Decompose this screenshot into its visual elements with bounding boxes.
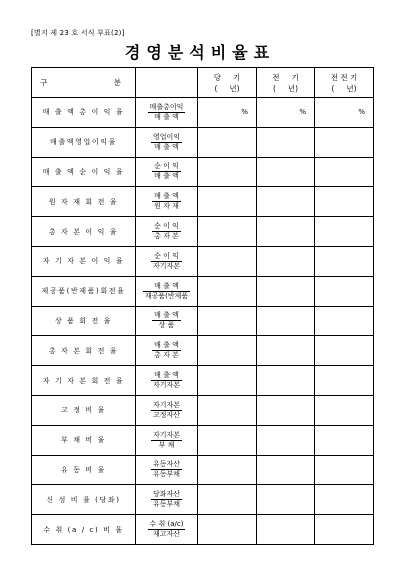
value-two-periods-ago xyxy=(315,485,374,515)
ratio-formula xyxy=(136,485,198,515)
value-current-period xyxy=(198,455,257,485)
formula-denominator: 총 자 본 xyxy=(154,232,179,241)
value-prior-period xyxy=(257,187,315,217)
value-current-period xyxy=(198,366,257,396)
formula-numerator: 매 출 액 xyxy=(154,341,179,350)
page-title: 경영분석비율표 xyxy=(124,43,276,62)
formula-fraction xyxy=(152,192,181,211)
ratio-name: 고 정 비 율 xyxy=(32,395,136,425)
ratio-name: 자 기 자 본 회 전 율 xyxy=(32,366,136,396)
formula-denominator: 매 출 액 xyxy=(154,172,179,181)
ratio-name: 유 동 비 율 xyxy=(32,455,136,485)
formula-fraction xyxy=(152,222,181,241)
ratio-name: 매 출 액 순 이 익 율 xyxy=(32,157,136,187)
value-current-period: % xyxy=(198,98,257,128)
formula-fraction xyxy=(151,252,182,271)
formula-numerator: 유동자산 xyxy=(152,460,181,469)
value-current-period xyxy=(198,246,257,276)
formula-numerator: 순 이 익 xyxy=(151,252,182,262)
value-two-periods-ago xyxy=(315,127,374,157)
value-current-period xyxy=(198,395,257,425)
value-two-periods-ago xyxy=(315,395,374,425)
ratio-name: 자 기 자 본 이 익 율 xyxy=(32,246,136,276)
financial-ratio-table xyxy=(31,67,374,545)
ratio-name: 상 품 회 전 율 xyxy=(32,306,136,336)
ratio-name: 부 채 비 율 xyxy=(32,425,136,455)
value-prior-period xyxy=(257,157,315,187)
table-row xyxy=(32,217,374,247)
formula-denominator: 유동부채 xyxy=(152,500,181,509)
formula-denominator: 고정자산 xyxy=(152,410,181,419)
header-item-cell xyxy=(32,68,136,98)
value-current-period xyxy=(198,157,257,187)
table-row xyxy=(32,187,374,217)
formula-numerator: 매 출 액 xyxy=(143,282,190,292)
ratio-name: 총 자 본 회 전 율 xyxy=(32,336,136,366)
header-period-year: ( 년) xyxy=(214,83,240,93)
value-prior-period xyxy=(257,366,315,396)
formula-numerator: 매출총이익 xyxy=(149,102,184,111)
value-two-periods-ago xyxy=(315,306,374,336)
formula-fraction xyxy=(151,490,182,509)
table-row xyxy=(32,366,374,396)
table-row xyxy=(32,425,374,455)
header-period-label: 전 전 기 xyxy=(330,72,358,82)
header-row xyxy=(32,68,374,98)
value-two-periods-ago: % xyxy=(315,98,374,128)
formula-denominator: 매 출 액 xyxy=(154,142,179,151)
value-prior-period xyxy=(257,246,315,276)
value-prior-period xyxy=(257,217,315,247)
ratio-formula xyxy=(136,98,198,128)
ratio-formula xyxy=(136,425,198,455)
value-current-period xyxy=(198,276,257,306)
table-row xyxy=(32,395,374,425)
ratio-name: 수 취 (a / c) 비 율 xyxy=(32,515,136,545)
ratio-formula xyxy=(136,276,198,306)
table-row xyxy=(32,127,374,157)
ratio-formula xyxy=(136,187,198,217)
header-two-periods-ago xyxy=(315,68,374,98)
formula-denominator: 재고자산 xyxy=(152,530,181,539)
formula-fraction xyxy=(152,162,181,181)
formula-fraction xyxy=(151,401,182,420)
formula-numerator: 순 이 익 xyxy=(154,162,179,171)
ratio-formula xyxy=(136,157,198,187)
header-prior-period xyxy=(257,68,315,98)
ratio-formula xyxy=(136,306,198,336)
ratio-formula xyxy=(136,515,198,545)
value-two-periods-ago xyxy=(315,246,374,276)
ratio-formula xyxy=(136,336,198,366)
header-current-period xyxy=(198,68,257,98)
value-two-periods-ago xyxy=(315,366,374,396)
header-formula xyxy=(136,68,198,98)
value-prior-period xyxy=(257,336,315,366)
table-row xyxy=(32,276,374,306)
ratio-formula xyxy=(136,455,198,485)
formula-numerator: 순 이 익 xyxy=(154,222,179,231)
value-current-period xyxy=(198,425,257,455)
value-two-periods-ago xyxy=(315,157,374,187)
value-two-periods-ago xyxy=(315,515,374,545)
table-row xyxy=(32,157,374,187)
value-two-periods-ago xyxy=(315,187,374,217)
table-row xyxy=(32,485,374,515)
value-two-periods-ago xyxy=(315,276,374,306)
formula-denominator: 자기자본 xyxy=(152,261,181,270)
table-row xyxy=(32,306,374,336)
ratio-name: 제공품(반제품)회전율 xyxy=(32,276,136,306)
value-prior-period xyxy=(257,455,315,485)
value-current-period xyxy=(198,217,257,247)
table-row xyxy=(32,246,374,276)
ratio-formula xyxy=(136,127,198,157)
ratio-formula xyxy=(136,395,198,425)
header-item-right: 분 xyxy=(113,78,121,87)
ratio-name: 원 자 재 회 전 율 xyxy=(32,187,136,217)
table-row xyxy=(32,98,374,128)
formula-denominator: 매 출 액 xyxy=(154,112,179,121)
value-two-periods-ago xyxy=(315,217,374,247)
header-item-left: 구 xyxy=(40,78,48,87)
formula-fraction xyxy=(148,520,186,539)
formula-fraction xyxy=(151,460,182,479)
value-prior-period xyxy=(257,127,315,157)
formula-fraction xyxy=(151,371,182,390)
ratio-formula xyxy=(136,366,198,396)
value-current-period xyxy=(198,127,257,157)
formula-numerator: 영업이익 xyxy=(152,132,181,141)
ratio-formula xyxy=(136,246,198,276)
value-prior-period xyxy=(257,276,315,306)
value-two-periods-ago xyxy=(315,425,374,455)
value-current-period xyxy=(198,306,257,336)
formula-numerator: 매 출 액 xyxy=(151,371,182,381)
form-label: [별지 제 23 호 서식 부표(2)] xyxy=(31,29,125,37)
value-current-period xyxy=(198,187,257,217)
formula-denominator: 상 품 xyxy=(158,321,175,330)
formula-numerator: 수 취 (a/c) xyxy=(149,520,184,529)
ratio-name: 신 성 비 율 (당좌) xyxy=(32,485,136,515)
formula-fraction xyxy=(148,103,186,122)
value-prior-period xyxy=(257,425,315,455)
formula-denominator: 총 자 본 xyxy=(154,351,179,360)
formula-denominator: 유동부채 xyxy=(152,470,181,479)
ratio-name: 매 출 액 총 이 익 율 xyxy=(32,98,136,128)
formula-numerator: 자기자본 xyxy=(152,430,181,439)
formula-denominator: 원 자 재 xyxy=(154,202,179,211)
table-row xyxy=(32,515,374,545)
formula-numerator: 자기자본 xyxy=(152,400,181,409)
formula-denominator: 재공품(반제품 xyxy=(144,291,189,300)
value-two-periods-ago xyxy=(315,336,374,366)
formula-numerator: 당좌자산 xyxy=(152,490,181,499)
value-prior-period: % xyxy=(257,98,315,128)
formula-denominator: 자기자본 xyxy=(152,381,181,390)
value-prior-period xyxy=(257,485,315,515)
value-prior-period xyxy=(257,515,315,545)
ratio-formula xyxy=(136,217,198,247)
value-prior-period xyxy=(257,395,315,425)
formula-fraction xyxy=(151,133,182,152)
table-row xyxy=(32,336,374,366)
ratio-name: 매출액영업이익율 xyxy=(32,127,136,157)
ratio-name: 총 자 본 이 익 율 xyxy=(32,217,136,247)
formula-numerator: 매 출 액 xyxy=(154,192,179,201)
formula-fraction xyxy=(151,431,182,450)
formula-fraction xyxy=(152,311,181,330)
formula-numerator: 매 출 액 xyxy=(154,311,179,320)
header-period-label: 당 기 xyxy=(213,72,241,82)
header-period-year: ( 년) xyxy=(331,83,357,93)
formula-fraction xyxy=(143,282,190,301)
value-current-period xyxy=(198,336,257,366)
header-period-year: ( 년) xyxy=(272,83,299,93)
value-prior-period xyxy=(257,306,315,336)
formula-fraction xyxy=(152,341,181,360)
value-two-periods-ago xyxy=(315,455,374,485)
header-period-label: 전 기 xyxy=(272,72,299,82)
formula-denominator: 부 채 xyxy=(158,440,175,449)
table-row xyxy=(32,455,374,485)
value-current-period xyxy=(198,515,257,545)
value-current-period xyxy=(198,485,257,515)
